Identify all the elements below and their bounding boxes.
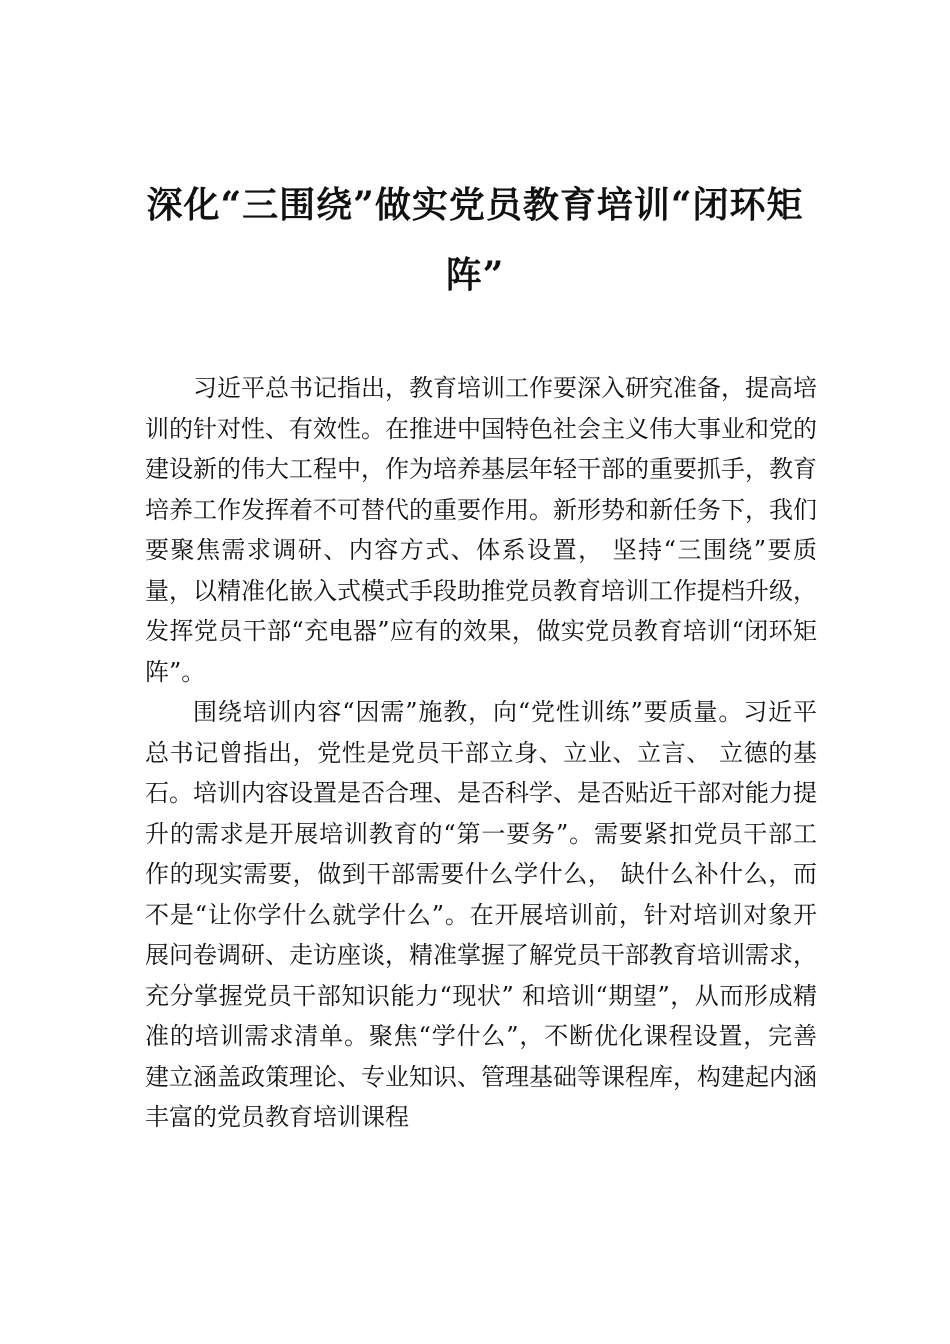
- document-title: 深化“三围绕”做实党员教育培训“闭环矩阵”: [146, 184, 804, 296]
- paragraph-2: 围绕培训内容“因需”施教，向“党性训练”要质量。习近平总书记曾指出，党性是党员干部立身、立业、立言、 立德的基石。培训内容设置是否合理、是否科学、是否贴近干部对能力提升的需求是开展培训教育的“第一要务”。需要紧扣党员干部工作的现实需要，做到干部需要什么学什么， 缺什么补什么，而不是“让你学什么就学什么”。在开展培训前，针对培训对象开展问卷调研、走访座谈，精准掌握了解党员干部教育培训需求，充分掌握党员干部知识能力“现状” 和培训“期望”，从而形成精准的培训需求清单。聚焦“学什么”，不断优化课程设置，完善建立涵盖政策理论、专业知识、管理基础等课程库，构建起内涵丰富的党员教育培训课程: [145, 698, 817, 1131]
- document-body: [145, 368, 817, 1138]
- paragraph-1: 习近平总书记指出，教育培训工作要深入研究准备，提高培训的针对性、有效性。在推进中国特色社会主义伟大事业和党的建设新的伟大工程中，作为培养基层年轻干部的重要抓手，教育培养工作发挥着不可替代的重要作用。新形势和新任务下，我们要聚焦需求调研、内容方式、体系设置， 坚持“三围绕”要质量，以精准化嵌入式模式手段助推党员教育培训工作提档升级，发挥党员干部“充电器”应有的效果，做实党员教育培训“闭环矩阵”。: [145, 374, 817, 686]
